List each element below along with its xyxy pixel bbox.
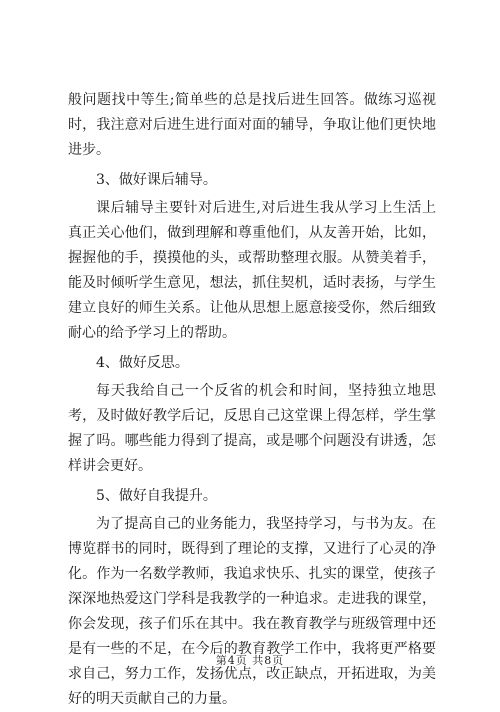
section-heading-3: 3、做好课后辅导。 bbox=[96, 172, 217, 188]
section-heading-4: 4、做好反思。 bbox=[96, 355, 189, 371]
paragraph-self-improvement: 为了提高自己的业务能力，我坚持学习，与书为友。在博览群书的同时，既得到了理论的支撑，又进行了心灵的净化。作为一名数学教师，我追求快乐、扎实的课堂，使孩子深深地热爱这门学科是我教学的一种追求。走进我的课堂，你会发现，孩子们乐在其中。我在教育教学与班级管理中还是有一些的不足，在今后的教育教学工作中，我将更严格要求自己，努力工作，发扬优点，改正缺点，开拓进取，为美好的明天贡献自己的力量。 bbox=[68, 516, 436, 707]
page-number-footer: 第4页 共8页 bbox=[215, 654, 285, 667]
paragraph-reflection: 每天我给自己一个反省的机会和时间，坚持独立地思考，及时做好教学后记，反思自己这堂课上得怎样，学生掌握了吗。哪些能力得到了提高，或是哪个问题没有讲透，怎样讲会更好。 bbox=[68, 383, 436, 474]
section-heading-5: 5、做好自我提升。 bbox=[96, 488, 217, 504]
paragraph-after-class-tutoring: 课后辅导主要针对后进生,对后进生我从学习上生活上真正关心他们，做到理解和尊重他们，从友善开始，比如，握握他的手，摸摸他的头，或帮助整理衣服。从赞美着手，能及时倾听学生意见，想法，抓住契机，适时表扬，与学生建立良好的师生关系。让他从思想上愿意接受你，然后细致耐心的给予学习上的帮助。 bbox=[68, 200, 436, 341]
paragraph-continued: 般问题找中等生;简单些的总是找后进生回答。做练习巡视时，我注意对后进生进行面对面的辅导，争取让他们更快地进步。 bbox=[68, 92, 436, 158]
document-body bbox=[68, 88, 436, 712]
